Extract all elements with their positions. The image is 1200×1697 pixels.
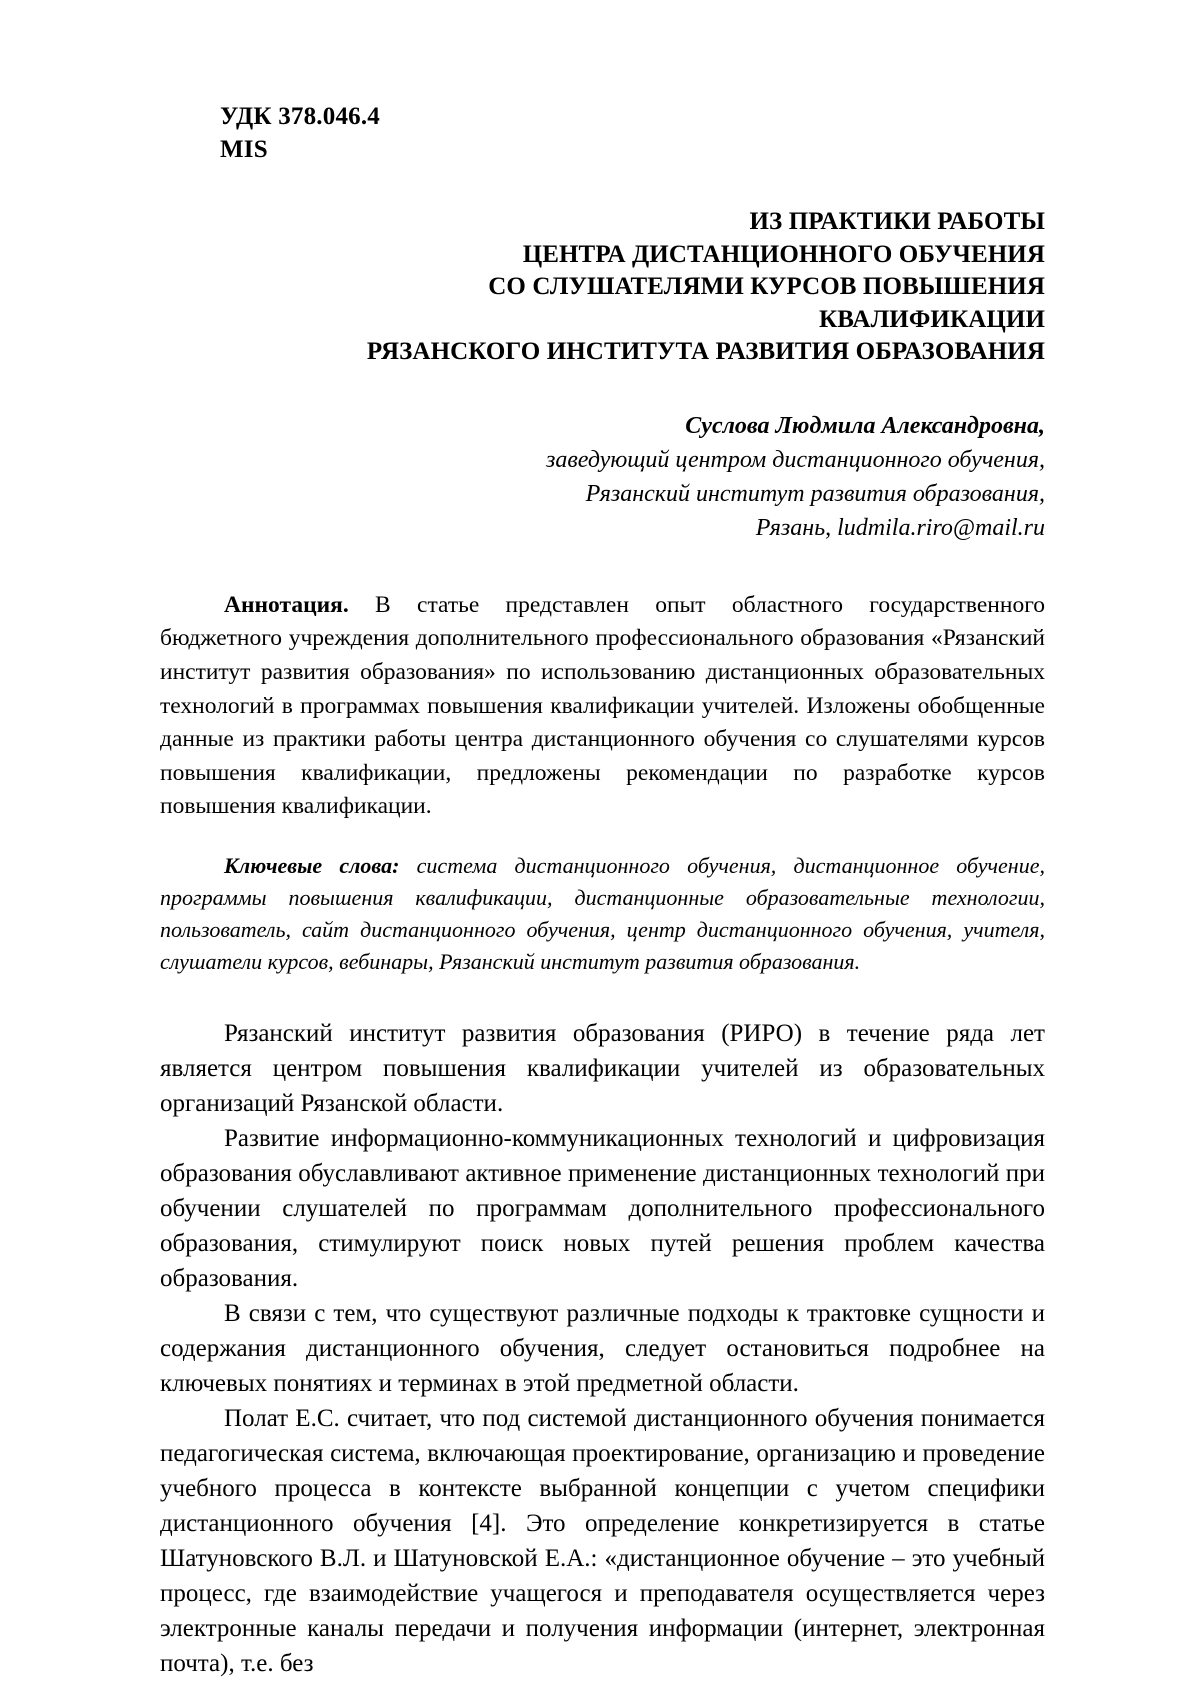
author-contact: Рязань, ludmila.riro@mail.ru <box>755 514 1045 541</box>
title-line-2: ЦЕНТРА ДИСТАНЦИОННОГО ОБУЧЕНИЯ <box>522 240 1045 268</box>
title-line-4: КВАЛИФИКАЦИИ <box>819 305 1045 333</box>
udk-block <box>220 100 1045 166</box>
page-title <box>160 206 1045 369</box>
author-name: Суслова Людмила Александровна, <box>685 412 1045 439</box>
udk-code: УДК 378.046.4 <box>220 103 380 130</box>
author-block <box>160 409 1045 545</box>
keywords-label: Ключевые слова: <box>224 852 400 878</box>
keywords-text: система дистанционного обучения, дистанционное обучение, программы повышения квалификации, дистанционные образовательные технологии, пользователь, сайт дистанционного обучения, центр дистанционного обучения, учителя, слушатели курсов, вебинары, Рязанский институт развития образования. <box>160 852 1045 974</box>
author-position: заведующий центром дистанционного обучения, <box>546 446 1045 473</box>
abstract-text: В статье представлен опыт областного государственного бюджетного учреждения дополнительного профессионального образования «Рязанский институт развития образования» по использованию дистанционных образовательных технологий в программах повышения квалификации учителей. Изложены обобщенные данные из практики работы центра дистанционного обучения со слушателями курсов повышения квалификации, предложены рекомендации по разработке курсов повышения квалификации. <box>160 591 1045 820</box>
title-line-5: РЯЗАНСКОГО ИНСТИТУТА РАЗВИТИЯ ОБРАЗОВАНИЯ <box>366 338 1045 365</box>
title-line-1: ИЗ ПРАКТИКИ РАБОТЫ <box>749 208 1045 235</box>
body-paragraph-3: В связи с тем, что существуют различные подходы к трактовке сущности и содержания дистанционного обучения, следует остановиться подробнее на ключевых понятиях и терминах в этой предметной области. <box>160 1299 1045 1397</box>
body-paragraph-1: Рязанский институт развития образования (РИРО) в течение ряда лет является центром повышения квалификации учителей из образовательных организаций Рязанской области. <box>160 1019 1045 1117</box>
title-line-3: СО СЛУШАТЕЛЯМИ КУРСОВ ПОВЫШЕНИЯ <box>488 273 1045 300</box>
abstract-label: Аннотация. <box>224 591 349 618</box>
abstract-paragraph <box>160 589 1045 824</box>
keywords-paragraph <box>160 850 1045 978</box>
body-paragraph-2: Развитие информационно-коммуникационных технологий и цифровизация образования обуславливают активное применение дистанционных технологий при обучении слушателей по программам дополнительного профессионального образования, стимулируют поиск новых путей решения проблем качества образования. <box>160 1124 1045 1292</box>
author-affiliation: Рязанский институт развития образования, <box>585 480 1045 507</box>
document-code: MIS <box>220 136 268 163</box>
body-paragraph-4: Полат Е.С. считает, что под системой дистанционного обучения понимается педагогическая система, включающая проектирование, организацию и проведение учебного процесса в контексте выбранной концепции с учетом специфики дистанционного обучения [4]. Это определение конкретизируется в статье Шатуновского В.Л. и Шатуновской Е.А.: «дистанционное обучение – это учебный процесс, где взаимодействие учащегося и преподавателя осуществляется через электронные каналы передачи и получения информации (интернет, электронная почта), т.е. без <box>160 1404 1045 1677</box>
